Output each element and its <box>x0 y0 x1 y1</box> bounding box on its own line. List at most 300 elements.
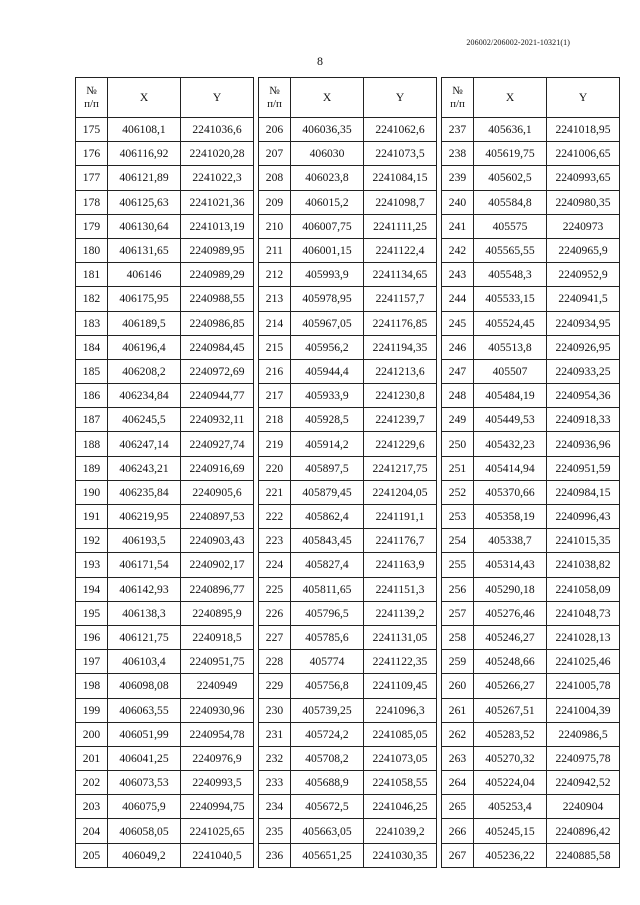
table-row <box>76 625 254 649</box>
cell-y: 2241122,35 <box>364 650 437 674</box>
cell-y: 2240980,35 <box>547 190 620 214</box>
cell-x: 405267,51 <box>474 698 547 722</box>
cell-x: 405358,19 <box>474 505 547 529</box>
cell-x: 405266,27 <box>474 674 547 698</box>
cell-number: 201 <box>76 746 108 770</box>
cell-x: 406051,99 <box>108 722 181 746</box>
cell-y: 2241204,05 <box>364 480 437 504</box>
table-row <box>442 601 620 625</box>
cell-x: 405370,66 <box>474 480 547 504</box>
cell-y: 2240933,25 <box>547 359 620 383</box>
cell-number: 212 <box>259 263 291 287</box>
cell-number: 261 <box>442 698 474 722</box>
table-row <box>259 166 437 190</box>
cell-y: 2240942,52 <box>547 771 620 795</box>
cell-number: 259 <box>442 650 474 674</box>
cell-x: 405811,65 <box>291 577 364 601</box>
table-row <box>442 214 620 238</box>
cell-number: 235 <box>259 819 291 843</box>
cell-number: 199 <box>76 698 108 722</box>
cell-number: 213 <box>259 287 291 311</box>
cell-x: 405724,2 <box>291 722 364 746</box>
table-row <box>76 601 254 625</box>
table-row <box>442 263 620 287</box>
cell-y: 2240904 <box>547 795 620 819</box>
cell-x: 405565,55 <box>474 238 547 262</box>
cell-y: 2240984,45 <box>181 335 254 359</box>
cell-number: 248 <box>442 384 474 408</box>
cell-x: 405584,8 <box>474 190 547 214</box>
cell-number: 198 <box>76 674 108 698</box>
cell-x: 405928,5 <box>291 408 364 432</box>
header-number <box>76 78 108 118</box>
header-x: X <box>108 78 181 118</box>
header-number-symbol: № <box>269 84 280 97</box>
table-row <box>76 432 254 456</box>
cell-x: 405796,5 <box>291 601 364 625</box>
table-row <box>76 674 254 698</box>
table-row <box>259 384 437 408</box>
cell-y: 2241109,45 <box>364 674 437 698</box>
cell-x: 406001,15 <box>291 238 364 262</box>
cell-y: 2241213,6 <box>364 359 437 383</box>
cell-x: 406116,92 <box>108 142 181 166</box>
cell-y: 2241157,7 <box>364 287 437 311</box>
table-row <box>76 238 254 262</box>
cell-number: 233 <box>259 771 291 795</box>
cell-x: 405967,05 <box>291 311 364 335</box>
cell-y: 2240993,65 <box>547 166 620 190</box>
cell-y: 2241030,35 <box>364 843 437 867</box>
cell-x: 406142,93 <box>108 577 181 601</box>
table-row <box>76 843 254 867</box>
table-row <box>259 529 437 553</box>
table-row <box>442 650 620 674</box>
cell-x: 405270,32 <box>474 746 547 770</box>
cell-number: 238 <box>442 142 474 166</box>
table-header-row <box>442 78 620 118</box>
cell-number: 262 <box>442 722 474 746</box>
cell-y: 2240918,33 <box>547 408 620 432</box>
cell-x: 406146 <box>108 263 181 287</box>
cell-number: 223 <box>259 529 291 553</box>
cell-y: 2241096,3 <box>364 698 437 722</box>
table-row <box>76 505 254 529</box>
cell-number: 180 <box>76 238 108 262</box>
cell-number: 255 <box>442 553 474 577</box>
cell-x: 406189,5 <box>108 311 181 335</box>
table-row <box>442 384 620 408</box>
table-row <box>259 601 437 625</box>
table-row <box>442 722 620 746</box>
cell-x: 405774 <box>291 650 364 674</box>
cell-y: 2241018,95 <box>547 118 620 142</box>
table-header-row <box>76 78 254 118</box>
header-number-abbr: п/п <box>267 97 282 110</box>
cell-number: 203 <box>76 795 108 819</box>
table-row <box>442 553 620 577</box>
cell-number: 177 <box>76 166 108 190</box>
cell-y: 2240885,58 <box>547 843 620 867</box>
cell-y: 2240952,9 <box>547 263 620 287</box>
cell-y: 2240916,69 <box>181 456 254 480</box>
table-row <box>76 456 254 480</box>
header-y: Y <box>364 78 437 118</box>
cell-number: 189 <box>76 456 108 480</box>
cell-x: 405248,66 <box>474 650 547 674</box>
cell-x: 405756,8 <box>291 674 364 698</box>
table-row <box>76 384 254 408</box>
table-row <box>442 577 620 601</box>
cell-x: 406023,8 <box>291 166 364 190</box>
header-y: Y <box>181 78 254 118</box>
cell-x: 405432,23 <box>474 432 547 456</box>
cell-y: 2241025,65 <box>181 819 254 843</box>
cell-number: 251 <box>442 456 474 480</box>
table-row <box>259 746 437 770</box>
cell-y: 2240897,53 <box>181 505 254 529</box>
cell-x: 406103,4 <box>108 650 181 674</box>
cell-number: 186 <box>76 384 108 408</box>
table-row <box>259 335 437 359</box>
cell-y: 2241084,15 <box>364 166 437 190</box>
header-x: X <box>474 78 547 118</box>
cell-y: 2240905,6 <box>181 480 254 504</box>
table-row <box>259 190 437 214</box>
table-row <box>259 142 437 166</box>
cell-number: 265 <box>442 795 474 819</box>
cell-number: 239 <box>442 166 474 190</box>
cell-number: 253 <box>442 505 474 529</box>
table-row <box>442 335 620 359</box>
cell-number: 187 <box>76 408 108 432</box>
cell-number: 236 <box>259 843 291 867</box>
table-row <box>442 311 620 335</box>
cell-number: 219 <box>259 432 291 456</box>
cell-number: 258 <box>442 625 474 649</box>
cell-y: 2241058,09 <box>547 577 620 601</box>
cell-x: 405253,4 <box>474 795 547 819</box>
table-row <box>442 505 620 529</box>
cell-x: 405236,22 <box>474 843 547 867</box>
cell-y: 2240994,75 <box>181 795 254 819</box>
cell-number: 185 <box>76 359 108 383</box>
cell-y: 2240926,95 <box>547 335 620 359</box>
cell-y: 2240918,5 <box>181 625 254 649</box>
table-row <box>76 190 254 214</box>
cell-y: 2240941,5 <box>547 287 620 311</box>
cell-x: 405879,45 <box>291 480 364 504</box>
cell-number: 216 <box>259 359 291 383</box>
cell-y: 2240988,55 <box>181 287 254 311</box>
table-row <box>442 456 620 480</box>
cell-y: 2241073,5 <box>364 142 437 166</box>
cell-x: 405602,5 <box>474 166 547 190</box>
table-row <box>442 674 620 698</box>
cell-number: 211 <box>259 238 291 262</box>
cell-y: 2241021,36 <box>181 190 254 214</box>
cell-y: 2241134,65 <box>364 263 437 287</box>
cell-x: 406175,95 <box>108 287 181 311</box>
cell-number: 175 <box>76 118 108 142</box>
cell-number: 263 <box>442 746 474 770</box>
cell-y: 2240927,74 <box>181 432 254 456</box>
cell-y: 2240932,11 <box>181 408 254 432</box>
cell-y: 2240895,9 <box>181 601 254 625</box>
cell-x: 405651,25 <box>291 843 364 867</box>
cell-y: 2241015,35 <box>547 529 620 553</box>
cell-y: 2240951,59 <box>547 456 620 480</box>
table-row <box>442 746 620 770</box>
cell-number: 206 <box>259 118 291 142</box>
header-number-abbr: п/п <box>84 97 99 110</box>
cell-y: 2240949 <box>181 674 254 698</box>
cell-number: 267 <box>442 843 474 867</box>
cell-y: 2241217,75 <box>364 456 437 480</box>
coordinates-table-2 <box>258 77 437 868</box>
cell-number: 227 <box>259 625 291 649</box>
table-row <box>259 238 437 262</box>
cell-x: 406075,9 <box>108 795 181 819</box>
table-row <box>76 529 254 553</box>
table-row <box>259 432 437 456</box>
cell-number: 264 <box>442 771 474 795</box>
cell-number: 221 <box>259 480 291 504</box>
cell-x: 406243,21 <box>108 456 181 480</box>
table-row <box>259 843 437 867</box>
cell-y: 2240986,85 <box>181 311 254 335</box>
cell-number: 224 <box>259 553 291 577</box>
table-row <box>76 263 254 287</box>
cell-x: 406138,3 <box>108 601 181 625</box>
cell-y: 2240965,9 <box>547 238 620 262</box>
cell-y: 2240984,15 <box>547 480 620 504</box>
cell-number: 242 <box>442 238 474 262</box>
header-number-symbol: № <box>452 84 463 97</box>
table-row <box>76 311 254 335</box>
cell-y: 2241229,6 <box>364 432 437 456</box>
cell-x: 406196,4 <box>108 335 181 359</box>
document-id: 206002/206002-2021-10321(1) <box>466 38 570 47</box>
cell-y: 2240944,77 <box>181 384 254 408</box>
table-row <box>76 335 254 359</box>
cell-number: 229 <box>259 674 291 698</box>
table-row <box>442 166 620 190</box>
cell-y: 2241098,7 <box>364 190 437 214</box>
cell-x: 405314,43 <box>474 553 547 577</box>
cell-x: 406193,5 <box>108 529 181 553</box>
cell-y: 2241013,19 <box>181 214 254 238</box>
cell-y: 2241194,35 <box>364 335 437 359</box>
cell-number: 237 <box>442 118 474 142</box>
cell-x: 405933,9 <box>291 384 364 408</box>
cell-y: 2240954,78 <box>181 722 254 746</box>
cell-x: 405914,2 <box>291 432 364 456</box>
cell-x: 405283,52 <box>474 722 547 746</box>
table-row <box>259 553 437 577</box>
table-row <box>442 625 620 649</box>
cell-number: 254 <box>442 529 474 553</box>
cell-number: 244 <box>442 287 474 311</box>
cell-number: 243 <box>442 263 474 287</box>
cell-number: 205 <box>76 843 108 867</box>
cell-number: 256 <box>442 577 474 601</box>
cell-x: 405533,15 <box>474 287 547 311</box>
cell-y: 2241139,2 <box>364 601 437 625</box>
cell-number: 194 <box>76 577 108 601</box>
cell-number: 182 <box>76 287 108 311</box>
cell-number: 200 <box>76 722 108 746</box>
cell-x: 405513,8 <box>474 335 547 359</box>
cell-x: 405414,94 <box>474 456 547 480</box>
cell-number: 195 <box>76 601 108 625</box>
cell-x: 406235,84 <box>108 480 181 504</box>
cell-x: 405575 <box>474 214 547 238</box>
cell-number: 215 <box>259 335 291 359</box>
cell-x: 405708,2 <box>291 746 364 770</box>
header-number-symbol: № <box>86 84 97 97</box>
table-row <box>442 843 620 867</box>
cell-x: 405619,75 <box>474 142 547 166</box>
cell-y: 2241073,05 <box>364 746 437 770</box>
table-row <box>259 650 437 674</box>
table-row <box>76 408 254 432</box>
cell-number: 246 <box>442 335 474 359</box>
table-row <box>442 698 620 722</box>
cell-y: 2241191,1 <box>364 505 437 529</box>
cell-x: 406036,35 <box>291 118 364 142</box>
table-row <box>442 480 620 504</box>
cell-x: 406247,14 <box>108 432 181 456</box>
cell-y: 2240930,96 <box>181 698 254 722</box>
table-row <box>76 142 254 166</box>
cell-x: 406234,84 <box>108 384 181 408</box>
cell-y: 2240989,95 <box>181 238 254 262</box>
table-header-row <box>259 78 437 118</box>
cell-number: 260 <box>442 674 474 698</box>
cell-x: 405843,45 <box>291 529 364 553</box>
cell-x: 405245,15 <box>474 819 547 843</box>
cell-x: 405956,2 <box>291 335 364 359</box>
cell-y: 2240986,5 <box>547 722 620 746</box>
cell-number: 193 <box>76 553 108 577</box>
cell-number: 179 <box>76 214 108 238</box>
cell-number: 232 <box>259 746 291 770</box>
cell-y: 2241046,25 <box>364 795 437 819</box>
table-row <box>76 166 254 190</box>
cell-x: 405672,5 <box>291 795 364 819</box>
table-row <box>259 795 437 819</box>
cell-x: 405739,25 <box>291 698 364 722</box>
cell-y: 2241028,13 <box>547 625 620 649</box>
table-row <box>259 480 437 504</box>
cell-y: 2241039,2 <box>364 819 437 843</box>
cell-number: 252 <box>442 480 474 504</box>
cell-y: 2241111,25 <box>364 214 437 238</box>
cell-y: 2241239,7 <box>364 408 437 432</box>
cell-x: 405338,7 <box>474 529 547 553</box>
table-row <box>76 214 254 238</box>
cell-number: 197 <box>76 650 108 674</box>
table-row <box>442 142 620 166</box>
cell-y: 2240975,78 <box>547 746 620 770</box>
cell-y: 2240902,17 <box>181 553 254 577</box>
cell-number: 190 <box>76 480 108 504</box>
cell-number: 181 <box>76 263 108 287</box>
table-row <box>442 118 620 142</box>
cell-x: 405224,04 <box>474 771 547 795</box>
table-row <box>259 722 437 746</box>
table-row <box>76 118 254 142</box>
table-row <box>76 698 254 722</box>
table-row <box>259 819 437 843</box>
cell-y: 2241230,8 <box>364 384 437 408</box>
cell-x: 405897,5 <box>291 456 364 480</box>
cell-y: 2241058,55 <box>364 771 437 795</box>
cell-x: 405978,95 <box>291 287 364 311</box>
cell-number: 220 <box>259 456 291 480</box>
table-row <box>259 577 437 601</box>
cell-x: 406063,55 <box>108 698 181 722</box>
cell-number: 249 <box>442 408 474 432</box>
cell-x: 406245,5 <box>108 408 181 432</box>
table-row <box>442 432 620 456</box>
cell-x: 406108,1 <box>108 118 181 142</box>
cell-number: 183 <box>76 311 108 335</box>
cell-y: 2241038,82 <box>547 553 620 577</box>
table-row <box>76 577 254 601</box>
header-number <box>259 78 291 118</box>
cell-y: 2240951,75 <box>181 650 254 674</box>
cell-x: 406007,75 <box>291 214 364 238</box>
cell-number: 222 <box>259 505 291 529</box>
cell-y: 2240936,96 <box>547 432 620 456</box>
cell-y: 2241036,6 <box>181 118 254 142</box>
cell-number: 196 <box>76 625 108 649</box>
table-row <box>259 674 437 698</box>
cell-number: 266 <box>442 819 474 843</box>
cell-number: 234 <box>259 795 291 819</box>
cell-y: 2240972,69 <box>181 359 254 383</box>
cell-x: 406219,95 <box>108 505 181 529</box>
cell-number: 230 <box>259 698 291 722</box>
cell-x: 405524,45 <box>474 311 547 335</box>
cell-y: 2241006,65 <box>547 142 620 166</box>
cell-y: 2241176,7 <box>364 529 437 553</box>
cell-x: 405862,4 <box>291 505 364 529</box>
cell-y: 2241085,05 <box>364 722 437 746</box>
cell-y: 2240973 <box>547 214 620 238</box>
cell-x: 405276,46 <box>474 601 547 625</box>
cell-x: 405663,05 <box>291 819 364 843</box>
cell-y: 2240903,43 <box>181 529 254 553</box>
cell-x: 406131,65 <box>108 238 181 262</box>
table-row <box>442 529 620 553</box>
cell-number: 228 <box>259 650 291 674</box>
cell-y: 2240989,29 <box>181 263 254 287</box>
cell-x: 405688,9 <box>291 771 364 795</box>
table-row <box>76 553 254 577</box>
cell-y: 2241131,05 <box>364 625 437 649</box>
header-number <box>442 78 474 118</box>
cell-number: 178 <box>76 190 108 214</box>
cell-number: 207 <box>259 142 291 166</box>
cell-y: 2240976,9 <box>181 746 254 770</box>
table-row <box>442 359 620 383</box>
cell-y: 2241005,78 <box>547 674 620 698</box>
cell-x: 405636,1 <box>474 118 547 142</box>
table-row <box>76 771 254 795</box>
